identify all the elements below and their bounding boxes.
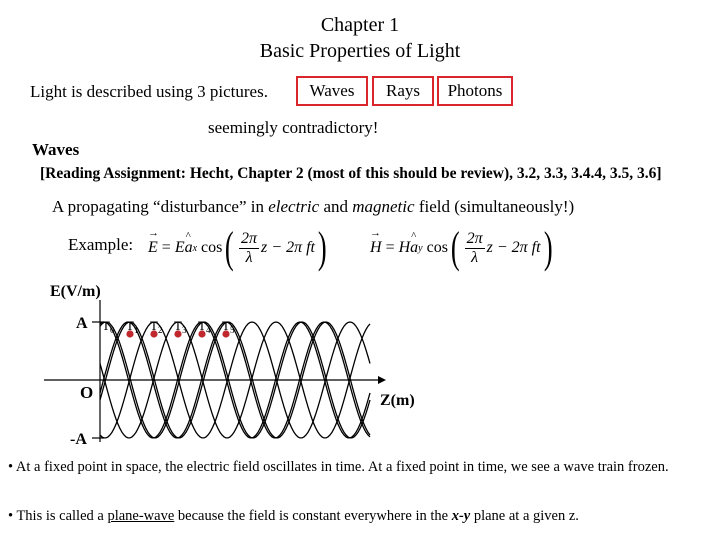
h-amp: H [398,239,411,256]
x-axis-label: Z(m) [380,392,415,409]
h-sub: y [418,242,423,254]
x-axis-arrow [378,376,386,384]
time-label-0: $T_0$ [102,318,115,335]
prop-electric: electric [268,197,320,216]
h-cos: cos [426,239,448,256]
h-lhs: → H [370,239,382,257]
chapter-title: Chapter 1 [320,14,400,36]
time-label-3: $T_3$ [174,318,187,335]
picture-box-photons: Photons [437,76,513,106]
h-frac-den: λ [471,248,479,266]
b2-post: plane at a given z. [470,508,579,524]
xy-term: x-y [451,508,471,524]
e-unit: ^ a [185,239,193,257]
e-frac-den: λ [245,248,253,266]
bullet-fixed-point: • At a fixed point in space, the electric field oscillates in time. At a fixed point in time, we see a wave train frozen. [8,459,669,475]
plane-wave-term: plane-wave [107,508,175,524]
example-label: Example: [68,235,134,254]
time-label-1: $T_1$ [126,318,139,335]
time-label-2: $T_2$ [150,318,163,335]
y-axis-label: E(V/m) [50,283,101,300]
bullet-plane-wave [8,508,708,525]
reading-assignment: [Reading Assignment: Hecht, Chapter 2 (most of this should be review), 3.2, 3.3, 3.4.4, 3.5, 3.6] [40,165,662,182]
chapter-subtitle: Basic Properties of Light [259,40,461,62]
origin-label: O [80,383,94,402]
amp-pos-label: A [76,315,88,332]
h-unit: ^ a [410,239,418,257]
time-label-4: $T_4$ [198,318,211,335]
e-tail: z − 2π ft [261,239,315,256]
b2-pre: • This is called a [8,508,108,524]
e-sub: x [192,242,198,254]
h-tail: z − 2π ft [486,239,541,256]
e-lhs: → E [148,239,158,257]
time-label-5: $T_5$ [222,318,235,335]
picture-box-waves: Waves [296,76,368,106]
equation-h: → H = H ^ a y cos ( $\frac{2\pi}{\lambda}$ z − 2π ft ) [370,224,555,272]
prop-post: field (simultaneously!) [414,197,575,216]
e-frac-num: 2π [241,229,258,247]
equation-e: → E = E ^ a x cos ( $\frac{2\pi}{\lambda}$ z − 2π ft ) [148,224,330,272]
prop-magnetic: magnetic [352,197,415,216]
section-title: Waves [32,140,80,159]
e-amp: E [174,239,185,256]
amp-neg-label: -A [70,431,87,448]
b2-mid: because the field is constant everywhere in the [174,508,452,524]
prop-mid: and [319,197,353,216]
contradictory-note: seemingly contradictory! [208,118,379,137]
prop-pre: A propagating “disturbance” in [52,197,269,216]
picture-box-rays: Rays [372,76,434,106]
intro-text: Light is described using 3 pictures. [30,82,268,101]
h-frac-num: 2π [466,229,483,247]
e-cos: cos [201,239,223,256]
